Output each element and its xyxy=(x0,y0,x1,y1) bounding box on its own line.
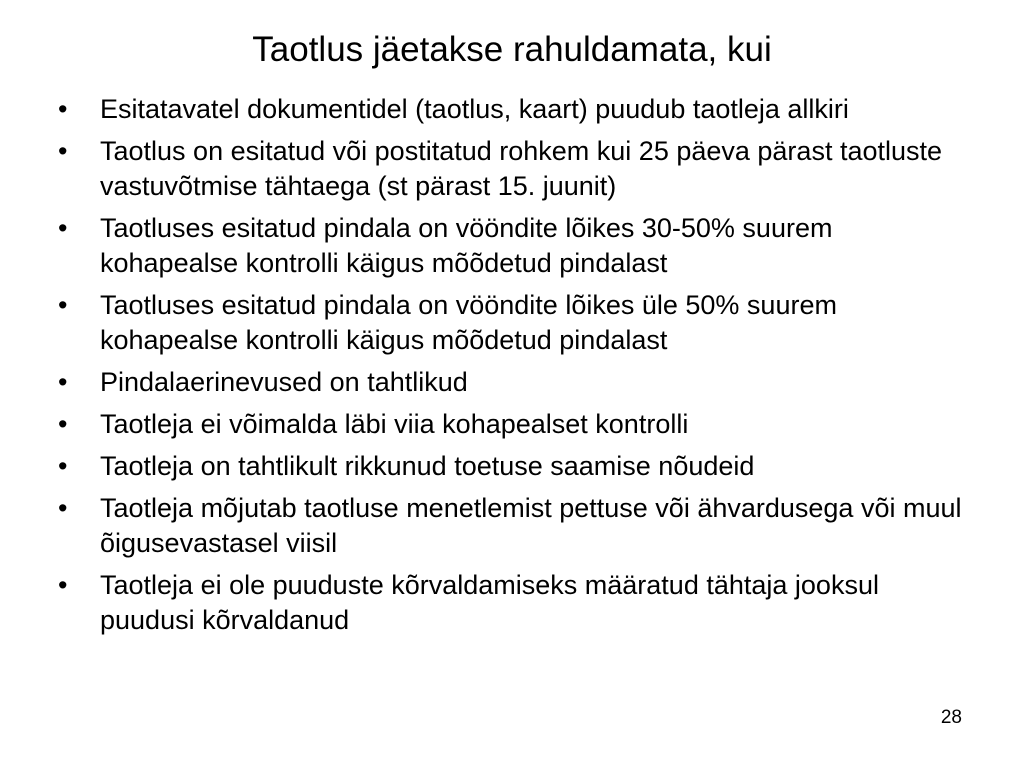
bullet-text: Pindalaerinevused on tahtlikud xyxy=(100,367,468,397)
bullet-item xyxy=(58,407,978,442)
bullet-icon: • xyxy=(58,213,68,243)
bullet-item xyxy=(58,568,978,638)
bullet-icon: • xyxy=(58,493,68,523)
bullet-item xyxy=(58,288,978,358)
bullet-item xyxy=(58,211,978,281)
bullet-text: Taotluses esitatud pindala on vööndite lõikes üle 50% suurem kohapealse kontrolli käigus mõõdetud pindalast xyxy=(100,290,837,355)
bullet-item xyxy=(58,134,978,204)
bullet-text: Taotleja ei võimalda läbi viia kohapealset kontrolli xyxy=(100,409,689,439)
bullet-icon: • xyxy=(58,451,68,481)
bullet-text: Esitatavatel dokumentidel (taotlus, kaart) puudub taotleja allkiri xyxy=(100,94,849,124)
bullet-icon: • xyxy=(58,290,68,320)
bullet-text: Taotluses esitatud pindala on vööndite lõikes 30-50% suurem kohapealse kontrolli käigus mõõdetud pindalast xyxy=(100,213,833,278)
page-number: 28 xyxy=(940,707,962,728)
bullet-icon: • xyxy=(58,570,68,600)
bullet-item xyxy=(58,491,978,561)
bullet-icon: • xyxy=(58,409,68,439)
bullet-icon: • xyxy=(58,136,68,166)
bullet-item xyxy=(58,449,978,484)
bullet-item xyxy=(58,92,978,127)
bullet-text: Taotleja mõjutab taotluse menetlemist pettuse või ähvardusega või muul õigusevastasel viisil xyxy=(100,493,962,558)
bullet-icon: • xyxy=(58,367,68,397)
bullet-text: Taotleja ei ole puuduste kõrvaldamiseks määratud tähtaja jooksul puudusi kõrvaldanud xyxy=(100,570,879,635)
bullet-text: Taotleja on tahtlikult rikkunud toetuse saamise nõudeid xyxy=(100,451,755,481)
bullet-text: Taotlus on esitatud või postitatud rohkem kui 25 päeva pärast taotluste vastuvõtmise tähtaega (st pärast 15. juunit) xyxy=(100,136,943,201)
bullet-list xyxy=(58,92,978,645)
bullet-item xyxy=(58,365,978,400)
bullet-icon: • xyxy=(58,94,68,124)
slide-title: Taotlus jäetakse rahuldamata, kui xyxy=(252,30,772,69)
